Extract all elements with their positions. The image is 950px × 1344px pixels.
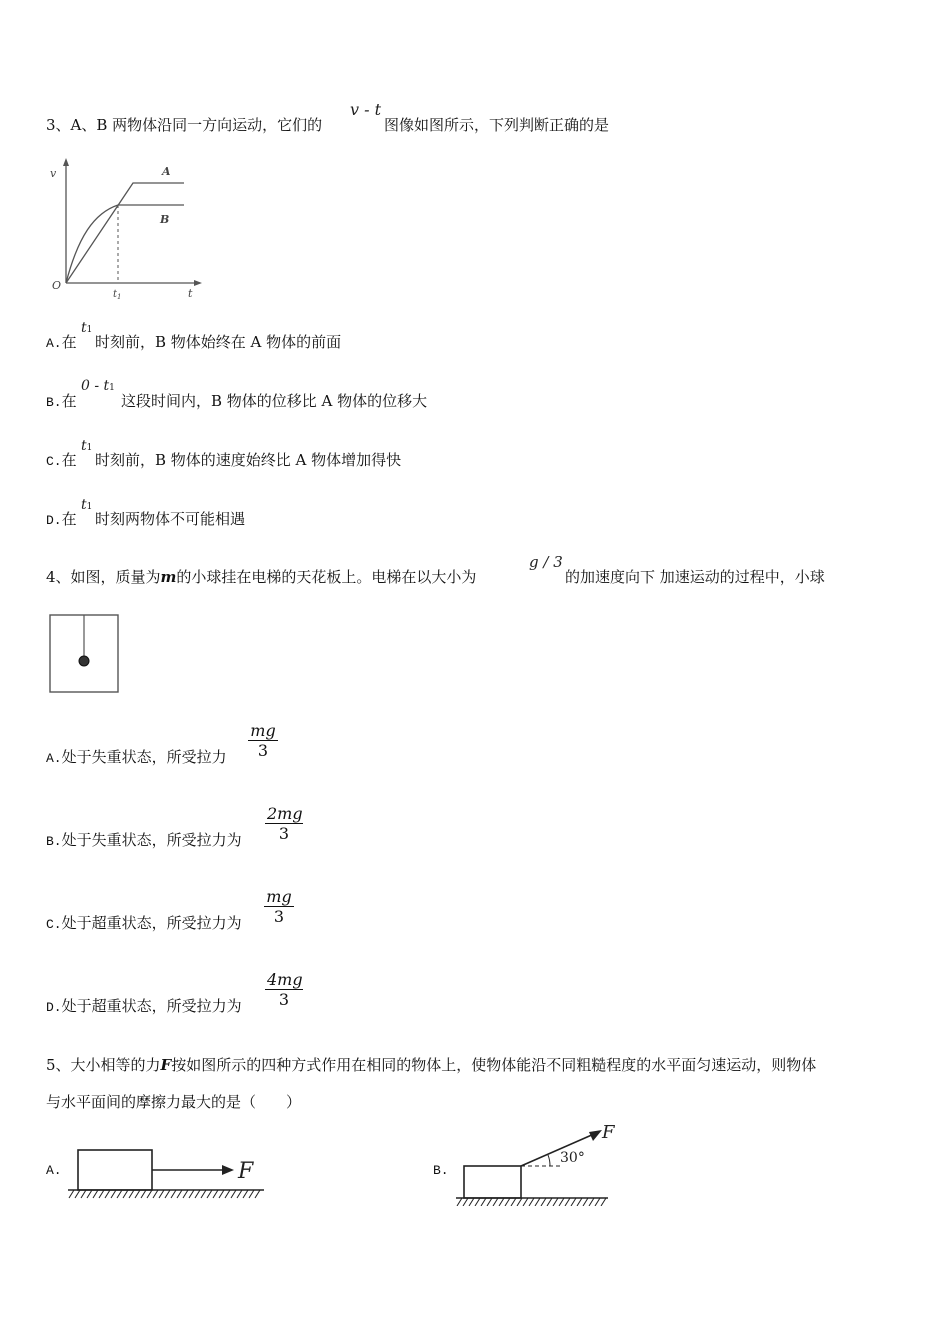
q4-stem xyxy=(46,566,476,587)
hatch-mark xyxy=(117,1190,122,1198)
hatch-mark xyxy=(165,1190,170,1198)
hatch-mark xyxy=(541,1198,546,1206)
q4-option-d[interactable] xyxy=(46,995,242,1016)
q3-graph-t1-label: $t_1$ xyxy=(113,289,122,301)
q3-option-a[interactable] xyxy=(46,331,77,352)
q4-option-c[interactable] xyxy=(46,912,242,933)
q3-option-c-pre: 在 xyxy=(61,451,77,469)
q5-figure-a-force-label: F xyxy=(238,1159,254,1184)
hatch-mark xyxy=(159,1190,164,1198)
q3-stem-pre: 3、A、B 两物体沿同一方向运动，它们的 xyxy=(46,116,323,134)
hatch-mark xyxy=(469,1198,474,1206)
q5-figure-b-label[interactable]: B. xyxy=(433,1163,449,1178)
hatch-mark xyxy=(231,1190,236,1198)
q3-stem-math: v - t xyxy=(350,100,382,119)
q3-graph-y-arrow-icon xyxy=(63,158,69,166)
q3-graph-line-a xyxy=(66,183,184,283)
q5-figure-b-hatching xyxy=(457,1198,606,1206)
q3-graph-curve-b-label: B xyxy=(160,213,170,226)
hatch-mark xyxy=(93,1190,98,1198)
q3-option-d-label: D. xyxy=(46,513,62,528)
q3-graph-x-arrow-icon xyxy=(194,280,202,286)
hatch-mark xyxy=(523,1198,528,1206)
q5-stem-line1 xyxy=(46,1054,816,1075)
hatch-mark xyxy=(559,1198,564,1206)
hatch-mark xyxy=(577,1198,582,1206)
hatch-mark xyxy=(493,1198,498,1206)
q4-option-b-text: 处于失重状态，所受拉力为 xyxy=(61,831,242,849)
hatch-mark xyxy=(135,1190,140,1198)
q3-option-a-pre: 在 xyxy=(61,333,77,351)
q3-graph-origin-label: O xyxy=(52,279,62,292)
q4-option-a-label: A. xyxy=(46,751,62,766)
q3-option-b-pre: 在 xyxy=(61,392,77,410)
hatch-mark xyxy=(177,1190,182,1198)
q5-figure-a-label[interactable]: A. xyxy=(46,1163,62,1178)
q3-graph-y-label: v xyxy=(50,167,57,180)
q4-stem-post: 的加速度向下 加速运动的过程中，小球 xyxy=(565,568,825,586)
q3-option-c[interactable] xyxy=(46,449,77,470)
hatch-mark xyxy=(535,1198,540,1206)
hatch-mark xyxy=(517,1198,522,1206)
q3-stem-post: 图像如图所示，下列判断正确的是 xyxy=(384,116,610,134)
hatch-mark xyxy=(147,1190,152,1198)
hatch-mark xyxy=(153,1190,158,1198)
q4-option-d-text: 处于超重状态，所受拉力为 xyxy=(61,997,242,1015)
hatch-mark xyxy=(225,1190,230,1198)
hatch-mark xyxy=(81,1190,86,1198)
hatch-mark xyxy=(475,1198,480,1206)
q4-option-b-fraction: 2mg 3 xyxy=(267,804,303,843)
q4-option-b[interactable] xyxy=(46,829,242,850)
hatch-mark xyxy=(141,1190,146,1198)
q3-graph-x-label: t xyxy=(188,287,193,300)
q3-option-b[interactable] xyxy=(46,390,77,411)
q4-option-a-fraction: mg 3 xyxy=(248,721,278,760)
hatch-mark xyxy=(529,1198,534,1206)
hatch-mark xyxy=(487,1198,492,1206)
q3-option-a-label: A. xyxy=(46,336,62,351)
q5-figure-b-block xyxy=(464,1166,521,1198)
q3-option-c-text: 时刻前，B 物体的速度始终比 A 物体增加得快 xyxy=(95,451,402,469)
q4-stem-mid: 的小球挂在电梯的天花板上。电梯在以大小为 xyxy=(176,568,477,586)
q5-figure-b-arrowhead-icon xyxy=(589,1130,602,1141)
q4-option-a[interactable] xyxy=(46,746,227,767)
hatch-mark xyxy=(123,1190,128,1198)
q4-stem-math: g / 3 xyxy=(529,553,563,571)
q4-stem-m: m xyxy=(160,568,177,586)
hatch-mark xyxy=(129,1190,134,1198)
hatch-mark xyxy=(99,1190,104,1198)
hatch-mark xyxy=(565,1198,570,1206)
hatch-mark xyxy=(87,1190,92,1198)
hatch-mark xyxy=(255,1190,260,1198)
q5-figure-b xyxy=(452,1120,622,1206)
q4-elevator-figure xyxy=(48,613,122,695)
hatch-mark xyxy=(237,1190,242,1198)
hatch-mark xyxy=(547,1198,552,1206)
hatch-mark xyxy=(183,1190,188,1198)
hatch-mark xyxy=(481,1198,486,1206)
hatch-mark xyxy=(201,1190,206,1198)
hatch-mark xyxy=(105,1190,110,1198)
q5-stem-pre: 5、大小相等的力 xyxy=(46,1056,161,1074)
hatch-mark xyxy=(571,1198,576,1206)
hatch-mark xyxy=(499,1198,504,1206)
q3-option-d[interactable] xyxy=(46,508,77,529)
q3-option-a-math: t1 xyxy=(81,320,93,336)
hatch-mark xyxy=(601,1198,606,1206)
q4-stem-pre: 4、如图，质量为 xyxy=(46,568,161,586)
hatch-mark xyxy=(171,1190,176,1198)
q3-option-d-math: t1 xyxy=(81,497,93,513)
q3-option-b-math: 0 - t1 xyxy=(81,378,115,394)
q4-option-d-fraction: 4mg 3 xyxy=(267,970,303,1009)
q3-vt-graph xyxy=(46,155,206,305)
hatch-mark xyxy=(213,1190,218,1198)
q5-stem-f: F xyxy=(160,1056,172,1074)
hatch-mark xyxy=(589,1198,594,1206)
hatch-mark xyxy=(219,1190,224,1198)
q3-option-d-pre: 在 xyxy=(61,510,77,528)
hatch-mark xyxy=(111,1190,116,1198)
hatch-mark xyxy=(583,1198,588,1206)
hatch-mark xyxy=(595,1198,600,1206)
q3-option-b-text: 这段时间内，B 物体的位移比 A 物体的位移大 xyxy=(121,392,428,410)
hatch-mark xyxy=(207,1190,212,1198)
q5-stem-line2: 与水平面间的摩擦力最大的是（ ） xyxy=(46,1093,302,1111)
q5-figure-a-hatching xyxy=(69,1190,260,1198)
q3-option-a-text: 时刻前，B 物体始终在 A 物体的前面 xyxy=(95,333,342,351)
q4-ball xyxy=(79,656,89,666)
q3-option-b-label: B. xyxy=(46,395,62,410)
q5-figure-b-angle-label: 30° xyxy=(560,1150,585,1166)
q4-option-b-label: B. xyxy=(46,834,62,849)
q5-figure-b-force-label: F xyxy=(602,1122,615,1143)
hatch-mark xyxy=(249,1190,254,1198)
q5-figure-a-arrowhead-icon xyxy=(222,1165,234,1175)
hatch-mark xyxy=(505,1198,510,1206)
q4-option-c-text: 处于超重状态，所受拉力为 xyxy=(61,914,242,932)
hatch-mark xyxy=(243,1190,248,1198)
hatch-mark xyxy=(69,1190,74,1198)
hatch-mark xyxy=(189,1190,194,1198)
hatch-mark xyxy=(457,1198,462,1206)
q4-option-c-label: C. xyxy=(46,917,62,932)
q5-figure-b-angle-arc xyxy=(548,1155,550,1166)
q4-option-d-label: D. xyxy=(46,1000,62,1015)
q3-graph-curve-a-label: A xyxy=(162,165,171,178)
hatch-mark xyxy=(463,1198,468,1206)
q4-option-c-fraction: mg 3 xyxy=(264,887,294,926)
hatch-mark xyxy=(553,1198,558,1206)
hatch-mark xyxy=(75,1190,80,1198)
q3-option-c-math: t1 xyxy=(81,438,93,454)
q3-option-d-text: 时刻两物体不可能相遇 xyxy=(95,510,246,528)
q3-stem xyxy=(46,114,322,135)
q4-option-a-text: 处于失重状态，所受拉力 xyxy=(61,748,227,766)
q3-option-c-label: C. xyxy=(46,454,62,469)
q5-figure-a-block xyxy=(78,1150,152,1190)
hatch-mark xyxy=(195,1190,200,1198)
q5-figure-a xyxy=(66,1145,270,1203)
q5-stem-post: 按如图所示的四种方式作用在相同的物体上，使物体能沿不同粗糙程度的水平面匀速运动，则物体 xyxy=(171,1056,817,1074)
hatch-mark xyxy=(511,1198,516,1206)
